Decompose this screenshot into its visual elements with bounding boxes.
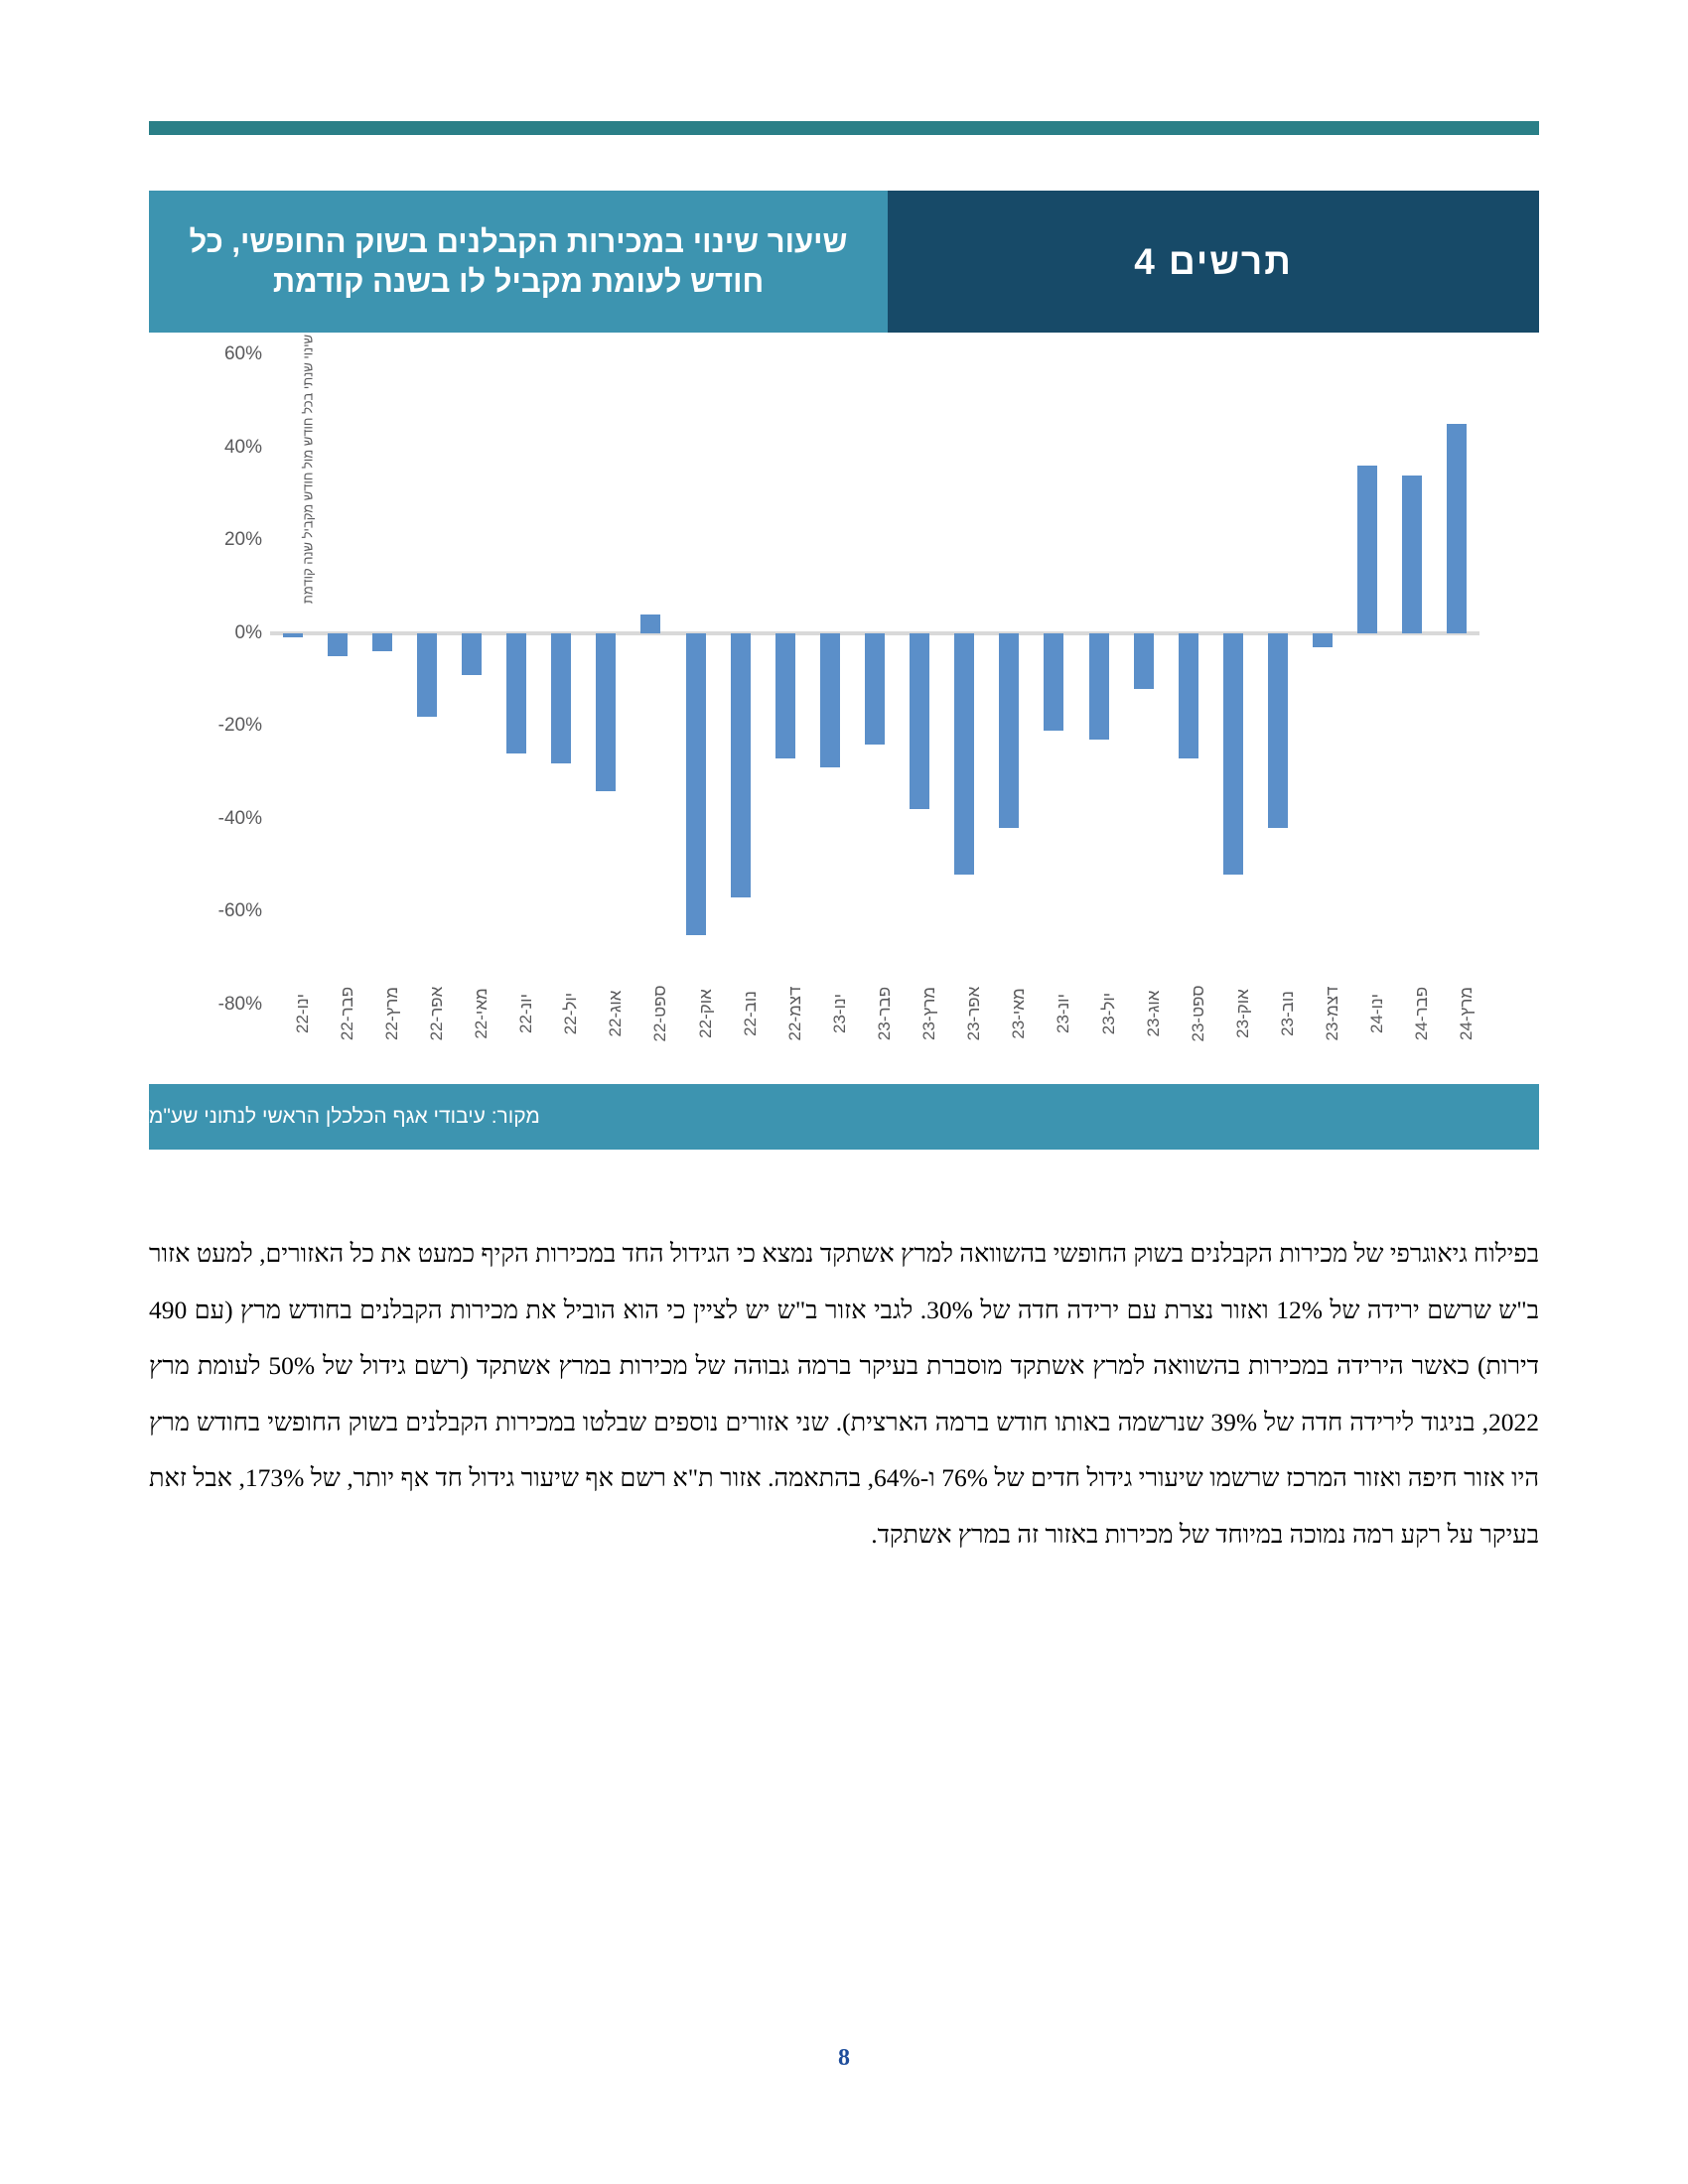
bar[interactable]: [417, 633, 437, 717]
bar-series: [270, 354, 1479, 1005]
y-axis-tick-label: -80%: [217, 994, 262, 1015]
bar-slot: [270, 354, 315, 1005]
bar-slot: [1032, 354, 1076, 1005]
bar[interactable]: [999, 633, 1019, 829]
bar[interactable]: [1313, 633, 1333, 647]
bar[interactable]: [1089, 633, 1109, 741]
bar[interactable]: [910, 633, 929, 810]
x-axis-tick-label: יונ-22: [516, 993, 536, 1034]
x-axis-tick-label: ספט-23: [1188, 985, 1207, 1042]
x-axis-tick-label: אוג-23: [1143, 990, 1163, 1037]
x-axis-tick-label: פבר-23: [874, 986, 894, 1041]
bar-slot: [1255, 354, 1300, 1005]
bar-slot: [1435, 354, 1479, 1005]
y-axis-title: שינוי שנתי בכל חודש מול חודש מקביל שנה קודמת: [300, 334, 316, 605]
bar-slot: [539, 354, 584, 1005]
y-axis-tick-label: -20%: [217, 715, 262, 737]
bar-slot: [449, 354, 493, 1005]
x-axis-tick-label: דצמ-22: [784, 986, 804, 1041]
y-axis-tick-label: 0%: [234, 621, 262, 643]
bar[interactable]: [1179, 633, 1198, 758]
x-axis-tick-label: יול-22: [561, 992, 581, 1035]
bar-slot: [404, 354, 449, 1005]
bar[interactable]: [775, 633, 795, 758]
y-axis-tick-label: 20%: [223, 529, 262, 551]
x-axis-tick-label: פבר-22: [337, 986, 356, 1041]
bar-chart: [149, 333, 1539, 1082]
bar-slot: [898, 354, 942, 1005]
bar-slot: [1390, 354, 1435, 1005]
bar[interactable]: [1447, 424, 1467, 633]
x-axis-tick-label: פבר-24: [1412, 986, 1432, 1041]
bar[interactable]: [954, 633, 974, 875]
page-number: 8: [838, 2045, 850, 2071]
bar[interactable]: [506, 633, 526, 754]
x-axis-tick-label: ינו-22: [292, 993, 312, 1034]
bar-slot: [584, 354, 629, 1005]
bar-slot: [1301, 354, 1345, 1005]
figure-number-label: תרשים 4: [888, 191, 1539, 333]
bar[interactable]: [283, 633, 303, 638]
x-axis-tick-label: נוב-22: [740, 991, 760, 1036]
bar[interactable]: [731, 633, 751, 898]
bar-slot: [673, 354, 718, 1005]
x-axis-tick-label: אוק-22: [695, 989, 715, 1038]
bar-slot: [942, 354, 987, 1005]
figure-title: שיעור שינוי במכירות הקבלנים בשוק החופשי, כל חודש לעומת מקביל לו בשנה קודמת: [149, 191, 888, 333]
x-axis-tick-label: מרץ-23: [919, 987, 939, 1040]
bar[interactable]: [1268, 633, 1288, 829]
x-axis-tick-label: אוג-22: [606, 990, 626, 1037]
y-axis-tick-label: 40%: [223, 436, 262, 458]
figure-header: [149, 191, 1539, 333]
x-axis-tick-label: ספט-22: [650, 985, 670, 1042]
bar[interactable]: [1223, 633, 1243, 875]
y-axis-tick-label: -60%: [217, 900, 262, 922]
x-axis-tick-label: דצמ-23: [1323, 986, 1342, 1041]
bar[interactable]: [462, 633, 482, 675]
x-axis-tick-label: מאי-23: [1009, 988, 1029, 1039]
bar-slot: [807, 354, 852, 1005]
bar-slot: [1210, 354, 1255, 1005]
bar[interactable]: [1402, 476, 1422, 633]
bar-slot: [494, 354, 539, 1005]
bar-slot: [763, 354, 807, 1005]
bar-slot: [718, 354, 763, 1005]
bar[interactable]: [1044, 633, 1063, 731]
bar[interactable]: [686, 633, 706, 935]
x-axis-tick-label: יונ-23: [1054, 993, 1073, 1034]
x-axis-tick-label: אפר-22: [426, 986, 446, 1041]
bar[interactable]: [640, 614, 660, 633]
x-axis-tick-label: מרץ-22: [381, 987, 401, 1040]
plot-area: [270, 354, 1479, 1005]
x-axis-tick-label: אפר-23: [964, 986, 984, 1041]
y-axis: [187, 333, 262, 1082]
top-decorative-rule: [149, 121, 1539, 135]
bar[interactable]: [596, 633, 616, 791]
bar[interactable]: [865, 633, 885, 745]
bar[interactable]: [372, 633, 392, 652]
bar-slot: [1076, 354, 1121, 1005]
x-axis-tick-label: ינו-23: [829, 993, 849, 1034]
bar-slot: [987, 354, 1032, 1005]
body-paragraph: בפילוח גיאוגרפי של מכירות הקבלנים בשוק החופשי בהשוואה למרץ אשתקד נמצא כי הגידול החד במכירות הקיף כמעט את כל האזורים, למעט אזור ב"ש שרשם ירידה של 12% ואזור נצרת עם ירידה חדה של 30%. לגבי אזור ב"ש יש לציין כי הוא הוביל את מכירות הקבלנים בחודש מרץ (עם 490 דירות) כאשר הירידה במכירות בהשוואה למרץ אשתקד מוסברת בעיקר ברמה גבוהה של מכירות במרץ אשתקד (רשם גידול של 50% לעומת מרץ 2022, בניגוד לירידה חדה של 39% שנרשמה באותו חודש ברמה הארצית). שני אזורים נוספים שבלטו במכירות הקבלנים בשוק החופשי בחודש מרץ היו אזור חיפה ואזור המרכז שרשמו שיעורי גידול חדים של 76% ו-64%, בהתאמה. אזור ת"א רשם אף שיעור גידול חד אף יותר, של 173%, אבל זאת בעיקר על רקע רמה נמוכה במיוחד של מכירות באזור זה במרץ אשתקד.: [149, 1239, 1539, 1550]
x-axis-tick-label: יול-23: [1098, 992, 1118, 1035]
x-axis-tick-label: מאי-22: [471, 988, 491, 1039]
y-axis-tick-label: 60%: [223, 343, 262, 364]
x-axis-tick-label: אוק-23: [1232, 989, 1252, 1038]
bar-slot: [1166, 354, 1210, 1005]
bar-slot: [1121, 354, 1166, 1005]
bar[interactable]: [1134, 633, 1154, 689]
bar[interactable]: [1357, 466, 1377, 632]
y-axis-tick-label: -40%: [217, 807, 262, 829]
source-note: מקור: עיבודי אגף הכלכלן הראשי לנתוני שע"מ: [149, 1084, 1539, 1150]
bar-slot: [629, 354, 673, 1005]
bar-slot: [1345, 354, 1390, 1005]
bar[interactable]: [328, 633, 348, 656]
bar[interactable]: [820, 633, 840, 768]
x-axis-tick-label: נוב-23: [1277, 991, 1297, 1036]
bar[interactable]: [551, 633, 571, 763]
bar-slot: [852, 354, 897, 1005]
x-axis-tick-label: ינו-24: [1367, 993, 1387, 1034]
bar-slot: [359, 354, 404, 1005]
bar-slot: [315, 354, 359, 1005]
x-axis-tick-label: מרץ-24: [1457, 987, 1477, 1040]
